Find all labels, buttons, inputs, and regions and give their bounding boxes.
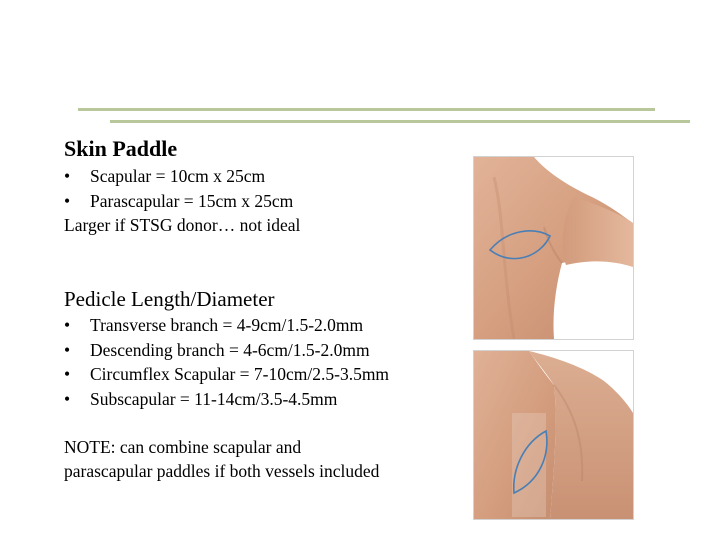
bullet-glyph: • <box>64 388 71 409</box>
list-item <box>64 189 464 214</box>
note-line-1: NOTE: can combine scapular and <box>64 437 302 457</box>
list-item <box>64 338 464 363</box>
pedicle-list <box>64 313 464 411</box>
stsg-note: Larger if STSG donor… not ideal <box>64 215 301 235</box>
list-item <box>64 387 464 412</box>
parascapular-flap-image <box>473 350 634 520</box>
list-item-text: Subscapular = 11-14cm/3.5-4.5mm <box>90 388 338 409</box>
back-illustration <box>474 351 633 519</box>
decorative-rule-top <box>78 108 655 111</box>
list-item <box>64 164 464 189</box>
note-line-2: parascapular paddles if both vessels included <box>64 461 380 481</box>
bullet-glyph: • <box>64 339 71 360</box>
list-item-text: Transverse branch = 4-9cm/1.5-2.0mm <box>90 315 364 335</box>
slide-content <box>64 134 464 483</box>
list-item-text: Circumflex Scapular = 7-10cm/2.5-3.5mm <box>90 364 390 384</box>
list-item-text: Descending branch = 4-6cm/1.5-2.0mm <box>90 339 370 360</box>
bullet-glyph: • <box>64 190 71 211</box>
bullet-glyph: • <box>64 315 71 335</box>
skin-paddle-heading: Skin Paddle <box>64 136 178 161</box>
skin-paddle-list <box>64 164 464 213</box>
list-item-text: Scapular = 10cm x 25cm <box>90 166 266 186</box>
list-item-text: Parascapular = 15cm x 25cm <box>90 190 294 211</box>
bullet-glyph: • <box>64 364 71 384</box>
list-item <box>64 362 464 387</box>
decorative-rule-bottom <box>110 120 690 123</box>
list-item <box>64 313 464 338</box>
upper-back-illustration <box>474 157 633 339</box>
scapular-flap-image <box>473 156 634 340</box>
bullet-glyph: • <box>64 166 71 186</box>
pedicle-heading: Pedicle Length/Diameter <box>64 287 275 311</box>
